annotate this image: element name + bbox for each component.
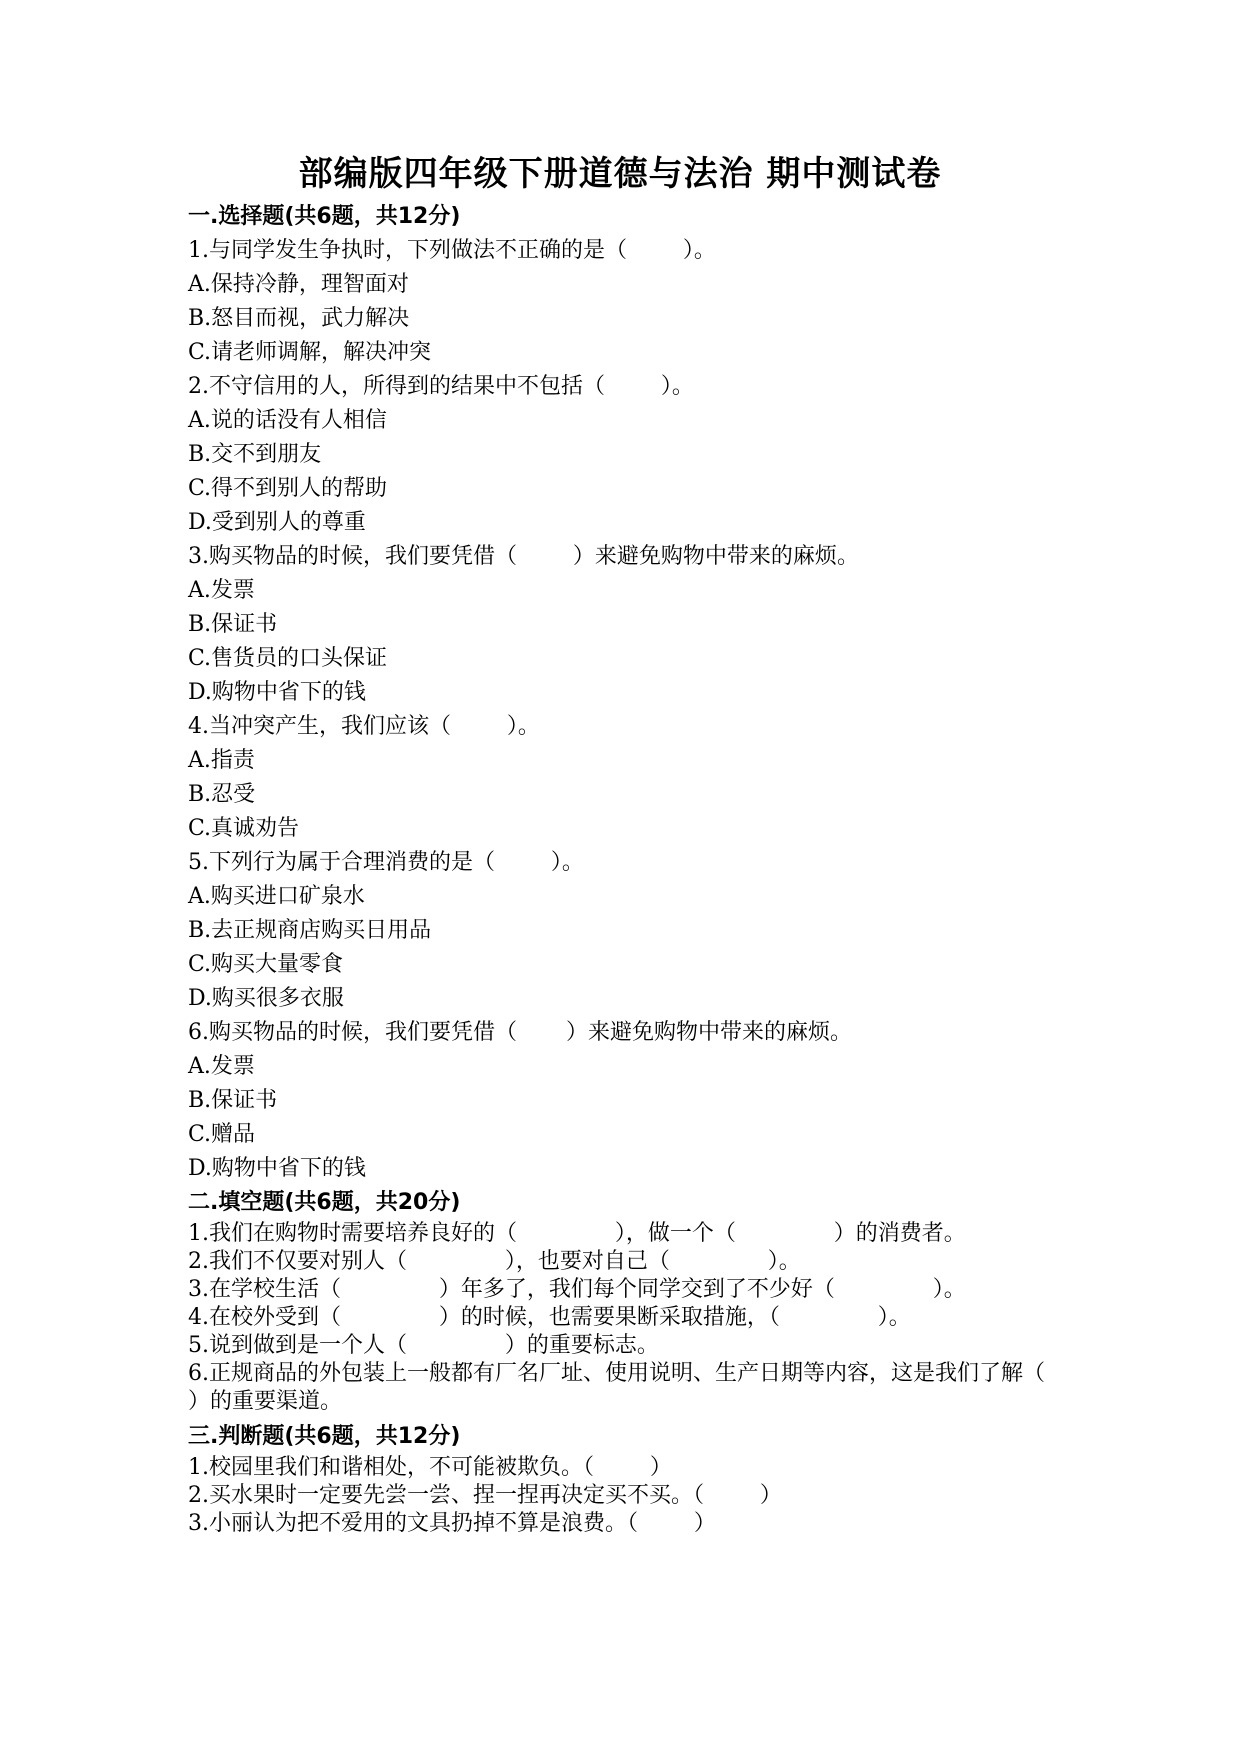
option-a: A.保持冷静，理智面对 <box>188 272 409 297</box>
judge-item: 2.买水果时一定要先尝一尝、捏一捏再决定买不买。（ ） <box>188 1483 782 1508</box>
section-heading-fill: 二.填空题(共6题，共20分) <box>188 1190 461 1215</box>
option-c: C.赠品 <box>188 1122 256 1147</box>
exam-content <box>188 200 1143 1538</box>
option-c: C.请老师调解，解决冲突 <box>188 340 432 365</box>
question-stem: 6.购买物品的时候，我们要凭借（ ）来避免购物中带来的麻烦。 <box>188 1020 852 1045</box>
fill-item: 4.在校外受到（ ）的时候，也需要果断采取措施，（ ）。 <box>188 1305 911 1330</box>
option-c: C.真诚劝告 <box>188 816 300 841</box>
option-c: C.购买大量零食 <box>188 952 344 977</box>
fill-item: 1.我们在购物时需要培养良好的（ ），做一个（ ）的消费者。 <box>188 1221 966 1246</box>
option-b: B.忍受 <box>188 782 256 807</box>
fill-item: 6.正规商品的外包装上一般都有厂名厂址、使用说明、生产日期等内容，这是我们了解（ ）的重要渠道。 <box>188 1361 1143 1414</box>
section-heading-choice: 一.选择题(共6题，共12分) <box>188 204 461 229</box>
option-b: B.去正规商店购买日用品 <box>188 918 432 943</box>
question-stem: 4.当冲突产生，我们应该（ ）。 <box>188 714 540 739</box>
option-a: A.发票 <box>188 1054 255 1079</box>
fill-item: 3.在学校生活（ ）年多了，我们每个同学交到了不少好（ ）。 <box>188 1277 966 1302</box>
exam-title: 部编版四年级下册道德与法治 期中测试卷 <box>298 154 942 194</box>
option-a: A.说的话没有人相信 <box>188 408 387 433</box>
judge-item: 1.校园里我们和谐相处，不可能被欺负。（ ） <box>188 1455 672 1480</box>
section-heading-judge: 三.判断题(共6题，共12分) <box>188 1424 461 1449</box>
option-c: C.得不到别人的帮助 <box>188 476 388 501</box>
question-stem: 1.与同学发生争执时，下列做法不正确的是（ ）。 <box>188 238 716 263</box>
option-b: B.保证书 <box>188 1088 278 1113</box>
option-b: B.怒目而视，武力解决 <box>188 306 410 331</box>
fill-item: 2.我们不仅要对别人（ ），也要对自己（ ）。 <box>188 1249 801 1274</box>
question-stem: 3.购买物品的时候，我们要凭借（ ）来避免购物中带来的麻烦。 <box>188 544 859 569</box>
option-b: B.保证书 <box>188 612 278 637</box>
question-stem: 5.下列行为属于合理消费的是（ ）。 <box>188 850 584 875</box>
option-d: D.受到别人的尊重 <box>188 510 366 535</box>
judge-item: 3.小丽认为把不爱用的文具扔掉不算是浪费。（ ） <box>188 1511 716 1536</box>
option-b: B.交不到朋友 <box>188 442 322 467</box>
option-a: A.发票 <box>188 578 255 603</box>
question-stem: 2.不守信用的人，所得到的结果中不包括（ ）。 <box>188 374 694 399</box>
option-d: D.购物中省下的钱 <box>188 1156 366 1181</box>
option-c: C.售货员的口头保证 <box>188 646 388 671</box>
option-d: D.购买很多衣服 <box>188 986 344 1011</box>
option-a: A.指责 <box>188 748 255 773</box>
option-d: D.购物中省下的钱 <box>188 680 366 705</box>
fill-item: 5.说到做到是一个人（ ）的重要标志。 <box>188 1333 659 1358</box>
option-a: A.购买进口矿泉水 <box>188 884 365 909</box>
